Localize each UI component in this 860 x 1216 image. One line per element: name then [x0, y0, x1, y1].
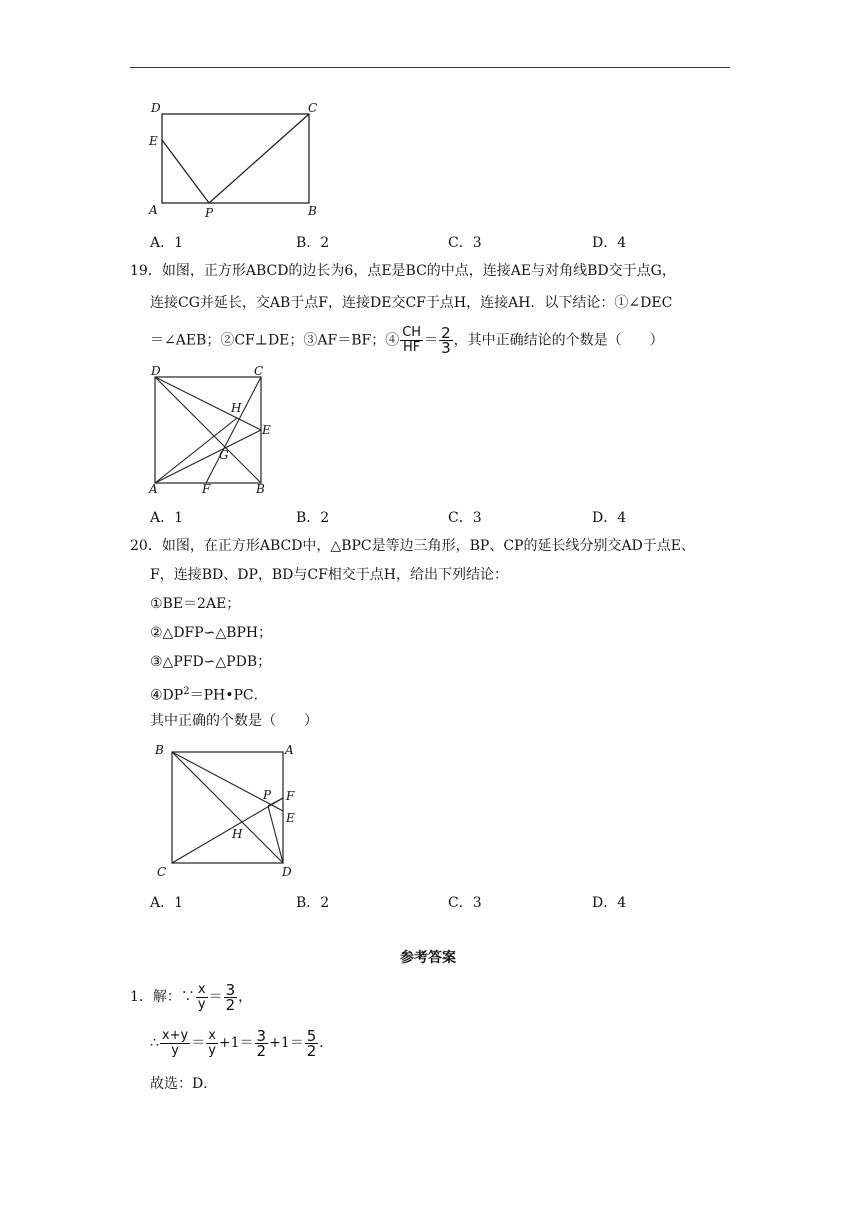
- frac-3-num: 3: [225, 980, 236, 999]
- q20-label-p: P: [263, 788, 272, 802]
- q19-fraction-ch-hf: [400, 326, 423, 355]
- q19-option-c: C．3: [448, 510, 482, 526]
- q19-fraction-2-3: [439, 326, 453, 355]
- q19-label-c: C: [254, 364, 264, 378]
- q19-frac-num: CH: [402, 325, 422, 340]
- q20-conclusion-3: ③△PFD∽△PDB；: [150, 654, 272, 670]
- q19-label-e: E: [262, 423, 271, 437]
- answer-1-frac-x-y2: [206, 1029, 218, 1058]
- frac-2b-den: 2: [256, 1041, 267, 1060]
- q19-label-h: H: [231, 401, 242, 415]
- q19-frac2-den: 3: [441, 339, 451, 357]
- q20-label-e: E: [286, 811, 295, 825]
- frac-xy-num: x+y: [161, 1027, 189, 1043]
- answer-1-period: ．: [319, 1035, 334, 1051]
- answer-1-number: 1．: [130, 989, 153, 1005]
- answer-1-frac-5-2: [305, 1026, 319, 1060]
- frac-xy-den: y: [171, 1042, 179, 1058]
- q18-figure: [140, 98, 330, 222]
- frac-5-num: 5: [306, 1026, 317, 1045]
- q20-number: 20．: [130, 538, 162, 554]
- therefore-symbol: ∴: [150, 1035, 159, 1051]
- q19-text-3a: ＝∠AEB；②CF⊥DE；③AF＝BF；④: [150, 332, 400, 349]
- answer-1-line1: [130, 982, 252, 1012]
- q18-option-a: A．1: [150, 235, 184, 251]
- answer-1-eq2: ＝: [191, 1035, 206, 1051]
- answer-1-frac-3-2: [224, 980, 238, 1014]
- q18-label-a: A: [149, 203, 158, 217]
- frac-y2-den: y: [208, 1042, 216, 1058]
- answer-1-plus1: +1＝: [218, 1035, 254, 1051]
- q18-label-d: D: [151, 101, 161, 115]
- q19-line1: [130, 261, 676, 281]
- frac-x2-num: x: [208, 1027, 216, 1043]
- q20-line1: [130, 536, 695, 556]
- q20-option-d: D．4: [592, 895, 627, 911]
- q19-label-f: F: [202, 482, 211, 496]
- q20-conclusion-2: ②△DFP∽△BPH；: [150, 625, 273, 641]
- q20-conclusion-1: ①BE＝2AE；: [150, 596, 241, 612]
- q19-frac-den: HF: [403, 340, 421, 355]
- q20-label-a: A: [285, 743, 294, 757]
- frac-2c-den: 2: [306, 1041, 317, 1060]
- q20-c4-sup: 2: [183, 686, 190, 697]
- q19-line2: 连接CG并延长，交AB于点F，连接DE交CF于点H，连接AH．以下结论：①∠DEC: [150, 295, 673, 311]
- q18-option-b: B．2: [296, 235, 330, 251]
- answer-1-line2: [150, 1028, 333, 1058]
- q19-label-b: B: [256, 482, 265, 496]
- answer-1-frac-xy-y: [160, 1029, 190, 1058]
- q19-label-a: A: [149, 482, 158, 496]
- q20-option-c: C．3: [448, 895, 482, 911]
- q20-label-c: C: [157, 865, 167, 879]
- q19-frac2-num: 2: [441, 324, 451, 342]
- q20-label-d: D: [282, 865, 292, 879]
- q18-option-d: D．4: [592, 235, 627, 251]
- q20-label-f: F: [286, 789, 295, 803]
- q20-figure: [145, 740, 315, 880]
- q19-text-3b: ，其中正确结论的个数是（ ）: [453, 332, 664, 349]
- q19-label-g: G: [219, 448, 229, 462]
- q19-eq: ＝: [424, 332, 439, 349]
- q20-line2: F，连接BD、DP，BD与CF相交于点H，给出下列结论：: [150, 567, 509, 583]
- q18-label-b: B: [308, 204, 317, 218]
- frac-y-den: y: [197, 996, 206, 1012]
- q20-option-a: A．1: [150, 895, 184, 911]
- answers-title: 参考答案: [400, 950, 456, 966]
- q18-label-e: E: [149, 134, 158, 148]
- frac-2-den: 2: [225, 995, 236, 1014]
- answer-1-plus1b: +1＝: [269, 1035, 304, 1051]
- q19-text-1: 如图，正方形ABCD的边长为6，点E是BC的中点，连接AE与对角线BD交于点G，: [161, 263, 676, 279]
- q20-c4-a: ④DP: [150, 687, 184, 704]
- q20-c4-b: ＝PH•PC．: [189, 687, 268, 704]
- q20-label-b: B: [155, 743, 164, 757]
- q19-figure: [140, 362, 280, 500]
- frac-x-num: x: [197, 981, 206, 997]
- q19-number: 19．: [130, 263, 162, 279]
- q18-label-c: C: [308, 101, 318, 115]
- answer-1-choice: 故选：D．: [150, 1076, 218, 1092]
- header-rule: [130, 67, 730, 68]
- answer-1-frac-3-2b: [255, 1026, 269, 1060]
- q19-label-d: D: [151, 364, 161, 378]
- q20-label-h: H: [232, 827, 243, 841]
- answer-1-eq: ＝: [208, 989, 223, 1005]
- answer-1-comma: ，: [238, 989, 253, 1005]
- q18-label-p: P: [205, 206, 214, 220]
- frac-3b-num: 3: [256, 1026, 267, 1045]
- q19-line3: [150, 326, 664, 355]
- answer-1-jie: 解：∵: [152, 989, 195, 1005]
- q19-option-d: D．4: [592, 510, 627, 526]
- q19-option-b: B．2: [296, 510, 330, 526]
- q20-option-b: B．2: [296, 895, 330, 911]
- q18-option-c: C．3: [448, 235, 482, 251]
- q20-ask: 其中正确的个数是（ ）: [150, 713, 318, 729]
- q19-option-a: A．1: [150, 510, 184, 526]
- q20-conclusion-4: [150, 682, 268, 706]
- q20-text-1: 如图，在正方形ABCD中，△BPC是等边三角形，BP、CP的延长线分别交AD于点E、: [161, 538, 696, 554]
- answer-1-frac-x-y: [196, 983, 208, 1012]
